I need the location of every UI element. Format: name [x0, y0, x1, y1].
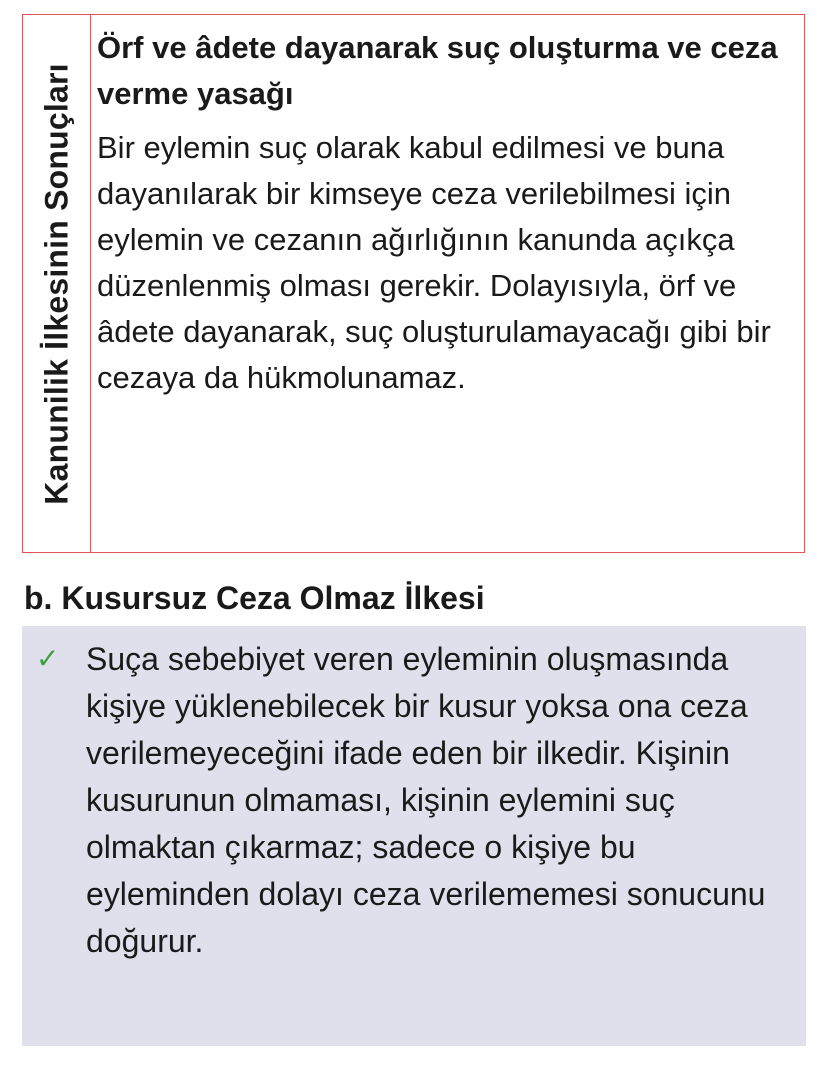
principle-box — [22, 14, 805, 553]
side-label: Kanunilik İlkesinin Sonuçları — [38, 62, 74, 505]
info-panel — [22, 626, 806, 1046]
box-body: Bir eylemin suç olarak kabul edilmesi ve buna dayanılarak bir kimseye ceza verilebilmesi için eylemin ve cezanın ağırlığının kanunda açıkça düzenlenmiş olması gerekir. Dolayısıyla, örf ve âdete dayanarak, suç oluşturulamayacağı gibi bir cezaya da hükmolunamaz. — [97, 130, 771, 395]
box-title: Örf ve âdete dayanarak suç oluşturma ve ceza verme yasağı — [97, 30, 778, 111]
section-heading: b. Kusursuz Ceza Olmaz İlkesi — [24, 580, 485, 616]
box-content — [91, 15, 804, 552]
checkmark-icon: ✓ — [36, 643, 60, 674]
side-label-column — [23, 15, 91, 552]
panel-text: Suça sebebiyet veren eyleminin oluşmasında kişiye yüklenebilecek bir kusur yoksa ona ceza verilemeyeceğini ifade eden bir ilkedir. Kişinin kusurunun olmaması, kişinin eylemini suç olmaktan çıkarmaz; sadece o kişiye bu eyleminden dolayı ceza verilememesi sonucunu doğurur. — [86, 641, 766, 959]
